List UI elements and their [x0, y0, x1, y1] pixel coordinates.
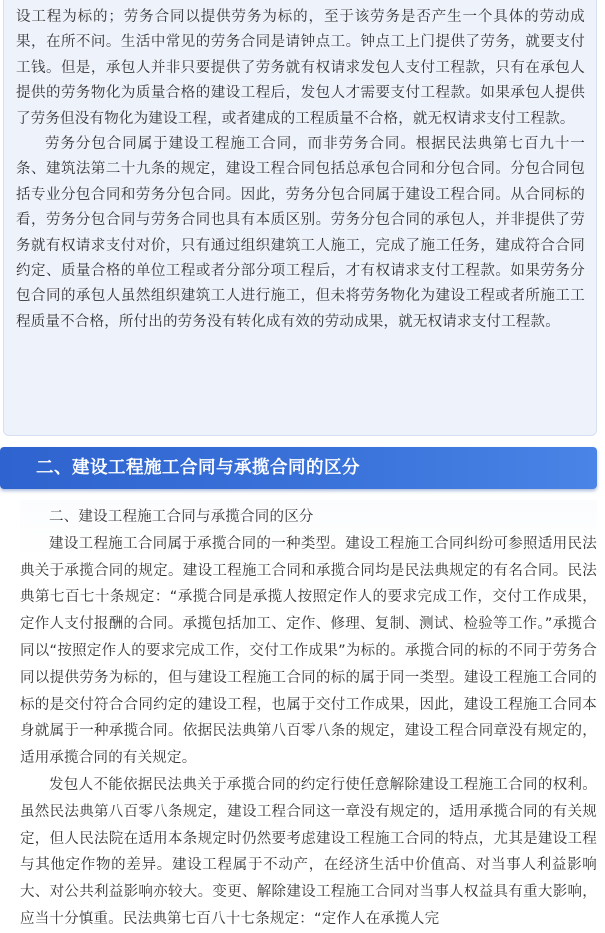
section-heading: 二、建设工程施工合同与承揽合同的区分	[36, 458, 360, 478]
body-paragraph-1: 建设工程施工合同属于承揽合同的一种类型。建设工程施工合同纠纷可参照适用民法典关于承揽合同的规定。建设工程施工合同和承揽合同均是民法典规定的有名合同。民法典第七百七十条规定：“承揽合同是承揽人按照定作人的要求完成工作，交付工作成果，定作人支付报酬的合同。承揽包括加工、定作、修理、复制、测试、检验等工作。”承揽合同以“按照定作人的要求完成工作，交付工作成果”为标的。承揽合同的标的不同于劳务合同以提供劳务为标的，但与建设工程施工合同的标的属于同一类型。建设工程施工合同的标的是交付符合合同约定的建设工程，也属于交付工作成果，因此，建设工程施工合同本身就属于一种承揽合同。依据民法典第八百零八条的规定，建设工程合同章没有规定的，适用承揽合同的有关规定。	[20, 535, 597, 767]
section-subheading: 二、建设工程施工合同与承揽合同的区分	[49, 509, 314, 525]
box-paragraph-2: 劳务分包合同属于建设工程施工合同，而非劳务合同。根据民法典第七百九十一条、建筑法第二十九条的规定，建设工程合同包括总承包合同和分包合同。分包合同包括专业分包合同和劳务分包合同。因此，劳务分包合同属于建设工程合同。从合同标的看，劳务分包合同与劳务合同也具有本质区别。劳务分包合同的承包人，并非提供了劳务就有权请求支付对价，只有通过组织建筑工人施工，完成了施工任务，建成符合合同约定、质量合格的单位工程或者分部分项工程后，才有权请求支付工程款。如果劳务分包合同的承包人虽然组织建筑工人进行施工，但未将劳务物化为建设工程或者所施工工程质量不合格，所付出的劳务没有转化成有效的劳动成果，就无权请求支付工程款。	[16, 136, 585, 330]
body-paragraph-2: 发包人不能依据民法典关于承揽合同的约定行使任意解除建设工程施工合同的权利。虽然民法典第八百零八条规定，建设工程合同这一章没有规定的，适用承揽合同的有关规定，但人民法院在适用本条规定时仍然要考虑建设工程施工合同的特点，尤其是建设工程与其他定作物的差异。建设工程属于不动产，在经济生活中价值高、对当事人利益影响大、对公共利益影响亦较大。变更、解除建设工程施工合同对当事人权益具有重大影响，应当十分慎重。民法典第七百八十七条规定：“定作人在承揽人完	[20, 776, 597, 927]
box-paragraph-1: 设工程为标的；劳务合同以提供劳务为标的，至于该劳务是否产生一个具体的劳动成果，在所不问。生活中常见的劳务合同是请钟点工。钟点工上门提供了劳务，就要支付工钱。但是，承包人并非只要提供了劳务就有权请求发包人支付工程款，只有在承包人提供的劳务物化为质量合格的建设工程后，发包人才需要支付工程款。如果承包人提供了劳务但没有物化为建设工程，或者建成的工程质量不合格，就无权请求支付工程款。	[16, 9, 585, 127]
quote-box	[3, 0, 597, 436]
section-body	[20, 500, 597, 927]
section-banner	[0, 447, 597, 489]
